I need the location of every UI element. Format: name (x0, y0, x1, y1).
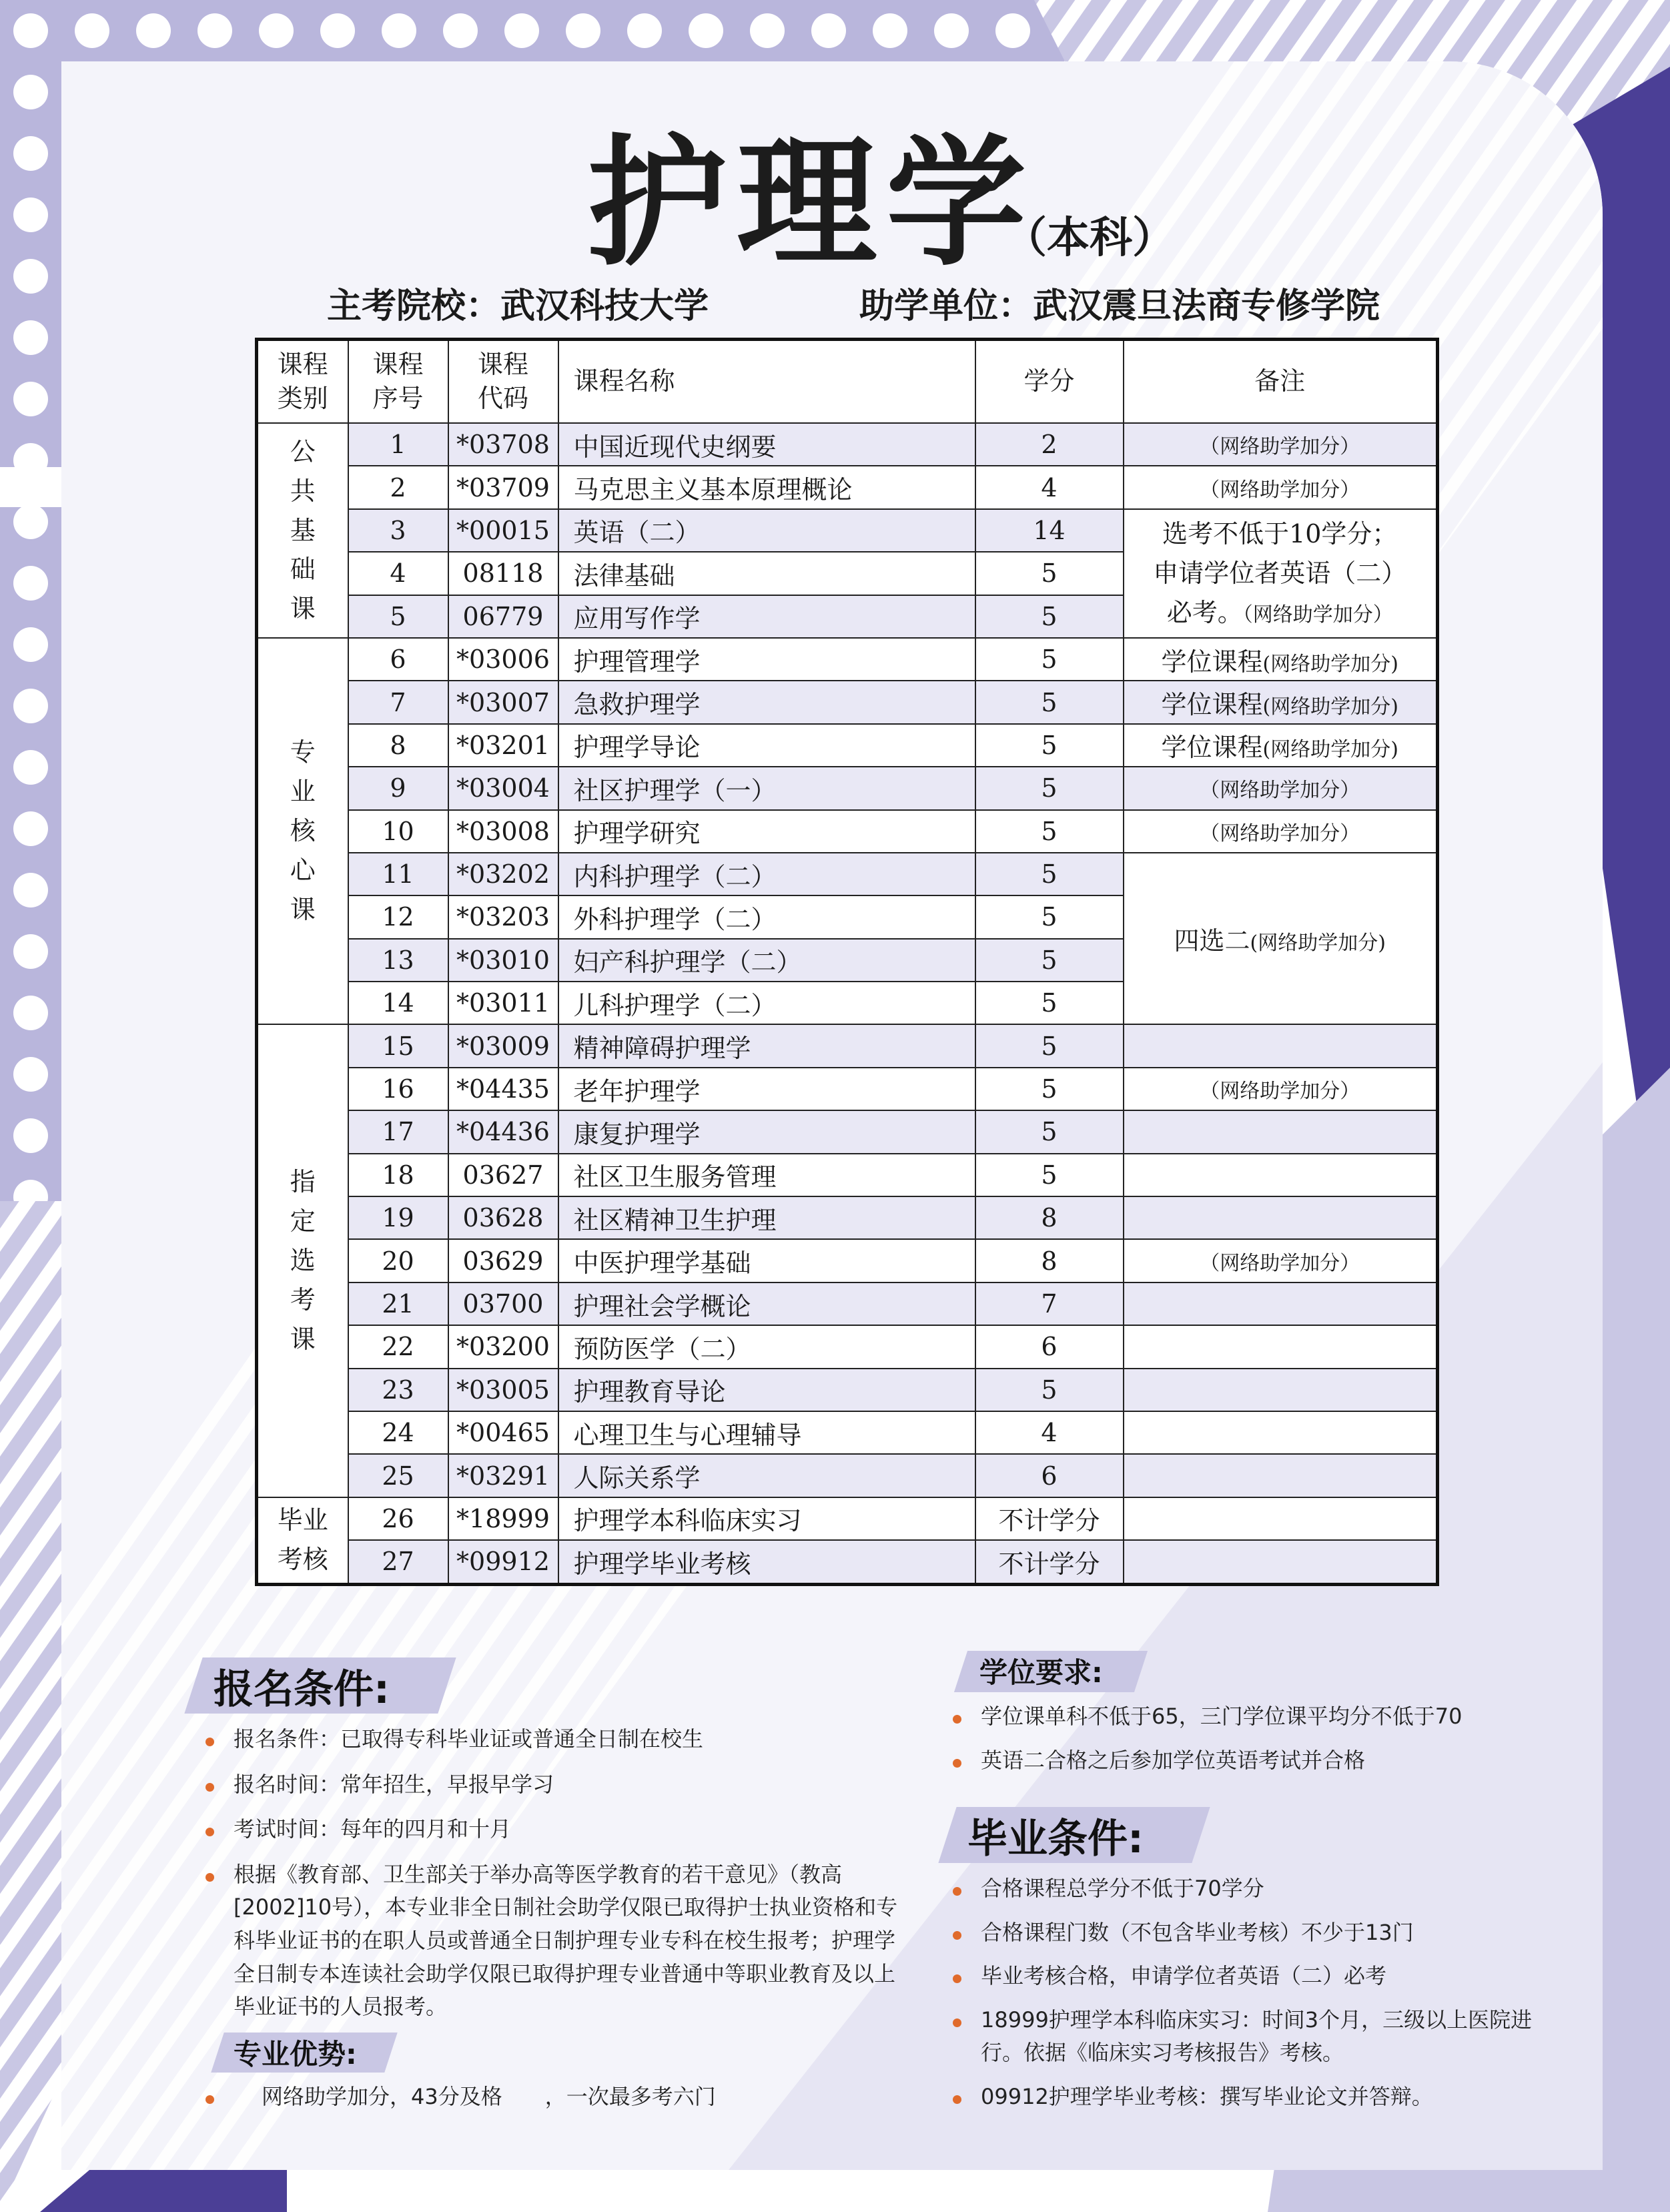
row-credit: 5 (975, 982, 1124, 1024)
row-number: 24 (348, 1411, 448, 1454)
row-course-name: 妇产科护理学（二） (558, 939, 975, 982)
list-item: 考试时间：每年的四月和十月 (205, 1813, 906, 1846)
english-note-line: 必考。（网络助学加分） (1166, 597, 1393, 627)
table-row (257, 681, 1438, 723)
row-note (1124, 1497, 1438, 1540)
row-number: 7 (348, 681, 448, 723)
english-note-line: 选考不低于10学分； (1162, 519, 1398, 549)
table-row (257, 1497, 1438, 1540)
advantage-heading: 专业优势: (234, 2033, 357, 2073)
graduation-heading: 毕业条件: (967, 1807, 1144, 1864)
table-row (257, 1540, 1438, 1584)
row-credit: 4 (975, 1411, 1124, 1454)
table-row (257, 509, 1438, 552)
row-credit: 2 (975, 423, 1124, 466)
row-credit: 5 (975, 1068, 1124, 1110)
category-core: 专业核心课 (257, 638, 348, 1025)
row-course-name: 英语（二） (558, 509, 975, 552)
row-code: *03011 (448, 982, 558, 1024)
row-code: 03627 (448, 1154, 558, 1196)
row-note: 学位课程(网络助学加分) (1124, 681, 1438, 723)
row-code: *03203 (448, 895, 558, 938)
row-note: （网络助学加分） (1124, 423, 1438, 466)
row-code: 03629 (448, 1239, 558, 1282)
list-item: 09912护理学毕业考核：撰写毕业论文并答辩。 (953, 2081, 1540, 2114)
row-code: 03700 (448, 1282, 558, 1325)
page-title: 护理学 (587, 121, 1036, 285)
row-number: 13 (348, 939, 448, 982)
list-item: 合格课程总学分不低于70学分 (953, 1872, 1540, 1906)
row-credit: 6 (975, 1325, 1124, 1368)
registration-list (205, 1723, 906, 2036)
row-course-name: 社区护理学（一） (558, 767, 975, 809)
row-credit: 6 (975, 1454, 1124, 1497)
list-item: 网络助学加分，43分及格 ，一次最多考六门 (205, 2081, 906, 2114)
row-note (1124, 1454, 1438, 1497)
row-course-name: 法律基础 (558, 552, 975, 595)
row-course-name: 社区精神卫生护理 (558, 1196, 975, 1239)
table-row (257, 767, 1438, 809)
row-number: 12 (348, 895, 448, 938)
row-note: （网络助学加分） (1124, 1239, 1438, 1282)
row-code: *00465 (448, 1411, 558, 1454)
row-number: 15 (348, 1024, 448, 1067)
row-course-name: 康复护理学 (558, 1110, 975, 1153)
header-note: 备注 (1124, 340, 1438, 424)
row-code: *03708 (448, 423, 558, 466)
list-item: 报名条件：已取得专科毕业证或普通全日制在校生 (205, 1723, 906, 1756)
row-course-name: 护理学毕业考核 (558, 1540, 975, 1584)
english-note (1124, 509, 1438, 638)
row-course-name: 马克思主义基本原理概论 (558, 466, 975, 508)
row-credit: 5 (975, 552, 1124, 595)
list-item: 英语二合格之后参加学位英语考试并合格 (953, 1744, 1553, 1778)
row-code: *09912 (448, 1540, 558, 1584)
row-code: *03200 (448, 1325, 558, 1368)
row-course-name: 老年护理学 (558, 1068, 975, 1110)
row-note (1124, 1369, 1438, 1411)
table-row (257, 724, 1438, 767)
row-note: （网络助学加分） (1124, 767, 1438, 809)
row-course-name: 预防医学（二） (558, 1325, 975, 1368)
row-number: 20 (348, 1239, 448, 1282)
degree-list (953, 1700, 1553, 1777)
degree-level: （本科） (1004, 214, 1175, 263)
row-number: 18 (348, 1154, 448, 1196)
table-row (257, 853, 1438, 895)
row-credit: 5 (975, 895, 1124, 938)
row-number: 16 (348, 1068, 448, 1110)
table-row (257, 1154, 1438, 1196)
list-item: 合格课程门数（不包含毕业考核）不少于13门 (953, 1916, 1540, 1950)
row-number: 1 (348, 423, 448, 466)
row-code: *03005 (448, 1369, 558, 1411)
table-row (257, 1325, 1438, 1368)
row-note (1124, 1282, 1438, 1325)
row-number: 19 (348, 1196, 448, 1239)
table-row (257, 1239, 1438, 1282)
pick-two-note: 四选二(网络助学加分) (1124, 853, 1438, 1025)
row-code: 08118 (448, 552, 558, 595)
row-credit: 5 (975, 595, 1124, 638)
row-note (1124, 1110, 1438, 1153)
table-row (257, 423, 1438, 466)
row-credit: 4 (975, 466, 1124, 508)
course-table (255, 338, 1439, 1586)
table-row (257, 1282, 1438, 1325)
row-course-name: 心理卫生与心理辅导 (558, 1411, 975, 1454)
table-row (257, 1024, 1438, 1067)
degree-heading: 学位要求: (979, 1651, 1103, 1691)
row-course-name: 社区卫生服务管理 (558, 1154, 975, 1196)
header-credit: 学分 (975, 340, 1124, 424)
row-number: 8 (348, 724, 448, 767)
row-course-name: 中国近现代史纲要 (558, 423, 975, 466)
table-row (257, 1196, 1438, 1239)
row-credit: 5 (975, 853, 1124, 895)
row-number: 2 (348, 466, 448, 508)
row-course-name: 护理学研究 (558, 810, 975, 853)
row-credit: 5 (975, 1024, 1124, 1067)
row-course-name: 内科护理学（二） (558, 853, 975, 895)
row-course-name: 护理管理学 (558, 638, 975, 681)
row-credit: 不计学分 (975, 1540, 1124, 1584)
category-public: 公共基础课 (257, 423, 348, 638)
row-number: 6 (348, 638, 448, 681)
row-code: *03007 (448, 681, 558, 723)
row-number: 25 (348, 1454, 448, 1497)
table-row (257, 1411, 1438, 1454)
list-item: 根据《教育部、卫生部关于举办高等医学教育的若干意见》（教高[2002]10号），本专业非全日制社会助学仅限已取得护士执业资格和专科毕业证书的在职人员或普通全日制护理专业专科在校生报考；护理学全日制专本连读社会助学仅限已取得护理专业普通中等职业教育及以上毕业证书的人员报考。 (205, 1858, 906, 2024)
row-code: *00015 (448, 509, 558, 552)
row-course-name: 精神障碍护理学 (558, 1024, 975, 1067)
row-course-name: 人际关系学 (558, 1454, 975, 1497)
table-row (257, 466, 1438, 508)
row-code: 06779 (448, 595, 558, 638)
row-code: *18999 (448, 1497, 558, 1540)
row-number: 14 (348, 982, 448, 1024)
row-number: 23 (348, 1369, 448, 1411)
row-note: （网络助学加分） (1124, 810, 1438, 853)
registration-heading: 报名条件: (214, 1657, 390, 1715)
row-number: 5 (348, 595, 448, 638)
assist-school: 助学单位：武汉震旦法商专修学院 (859, 286, 1380, 326)
header-number: 课程序号 (348, 340, 448, 424)
row-credit: 5 (975, 1154, 1124, 1196)
row-credit: 5 (975, 767, 1124, 809)
table-row (257, 1110, 1438, 1153)
row-course-name: 急救护理学 (558, 681, 975, 723)
row-note (1124, 1154, 1438, 1196)
row-code: *03201 (448, 724, 558, 767)
row-note: 学位课程(网络助学加分) (1124, 638, 1438, 681)
row-course-name: 护理教育导论 (558, 1369, 975, 1411)
table-row (257, 638, 1438, 681)
row-number: 4 (348, 552, 448, 595)
header-category: 课程类别 (257, 340, 348, 424)
table-row (257, 1068, 1438, 1110)
row-course-name: 护理学导论 (558, 724, 975, 767)
row-code: *04435 (448, 1068, 558, 1110)
row-note (1124, 1411, 1438, 1454)
row-course-name: 中医护理学基础 (558, 1239, 975, 1282)
row-number: 10 (348, 810, 448, 853)
row-code: *03202 (448, 853, 558, 895)
header-code: 课程代码 (448, 340, 558, 424)
row-credit: 5 (975, 939, 1124, 982)
header-course-name: 课程名称 (558, 340, 975, 424)
row-credit: 5 (975, 638, 1124, 681)
category-elective: 指定选考课 (257, 1024, 348, 1497)
row-credit: 5 (975, 681, 1124, 723)
row-code: *03004 (448, 767, 558, 809)
list-item: 学位课单科不低于65，三门学位课平均分不低于70 (953, 1700, 1553, 1734)
english-note-line: 申请学位者英语（二） (1153, 558, 1407, 588)
row-course-name: 护理社会学概论 (558, 1282, 975, 1325)
row-number: 11 (348, 853, 448, 895)
host-school: 主考院校：武汉科技大学 (327, 286, 709, 326)
row-number: 22 (348, 1325, 448, 1368)
advantage-list (205, 2081, 906, 2114)
row-credit: 8 (975, 1239, 1124, 1282)
row-note (1124, 1024, 1438, 1067)
row-credit: 7 (975, 1282, 1124, 1325)
row-note: （网络助学加分） (1124, 1068, 1438, 1110)
row-number: 27 (348, 1540, 448, 1584)
row-code: *04436 (448, 1110, 558, 1153)
row-code: 03628 (448, 1196, 558, 1239)
row-note: 学位课程(网络助学加分) (1124, 724, 1438, 767)
row-course-name: 护理学本科临床实习 (558, 1497, 975, 1540)
row-note (1124, 1196, 1438, 1239)
list-item: 毕业考核合格，申请学位者英语（二）必考 (953, 1960, 1540, 1993)
graduation-list (953, 1872, 1540, 2114)
row-course-name: 儿科护理学（二） (558, 982, 975, 1024)
row-course-name: 外科护理学（二） (558, 895, 975, 938)
table-header-row (257, 340, 1438, 424)
row-note: （网络助学加分） (1124, 466, 1438, 508)
row-code: *03709 (448, 466, 558, 508)
list-item: 报名时间：常年招生，早报早学习 (205, 1768, 906, 1802)
row-credit: 8 (975, 1196, 1124, 1239)
row-credit: 14 (975, 509, 1124, 552)
table-row (257, 1454, 1438, 1497)
row-credit: 不计学分 (975, 1497, 1124, 1540)
list-item: 18999护理学本科临床实习：时间3个月，三级以上医院进行。依据《临床实习考核报告》考核。 (953, 2004, 1540, 2070)
row-code: *03008 (448, 810, 558, 853)
row-number: 26 (348, 1497, 448, 1540)
row-code: *03006 (448, 638, 558, 681)
row-credit: 5 (975, 810, 1124, 853)
row-note (1124, 1325, 1438, 1368)
row-credit: 5 (975, 1110, 1124, 1153)
row-note (1124, 1540, 1438, 1584)
row-credit: 5 (975, 1369, 1124, 1411)
row-number: 9 (348, 767, 448, 809)
table-row (257, 810, 1438, 853)
row-course-name: 应用写作学 (558, 595, 975, 638)
row-number: 3 (348, 509, 448, 552)
category-graduation: 毕业考核 (257, 1497, 348, 1584)
row-number: 17 (348, 1110, 448, 1153)
row-code: *03009 (448, 1024, 558, 1067)
row-code: *03291 (448, 1454, 558, 1497)
table-row (257, 1369, 1438, 1411)
row-number: 21 (348, 1282, 448, 1325)
row-credit: 5 (975, 724, 1124, 767)
row-code: *03010 (448, 939, 558, 982)
